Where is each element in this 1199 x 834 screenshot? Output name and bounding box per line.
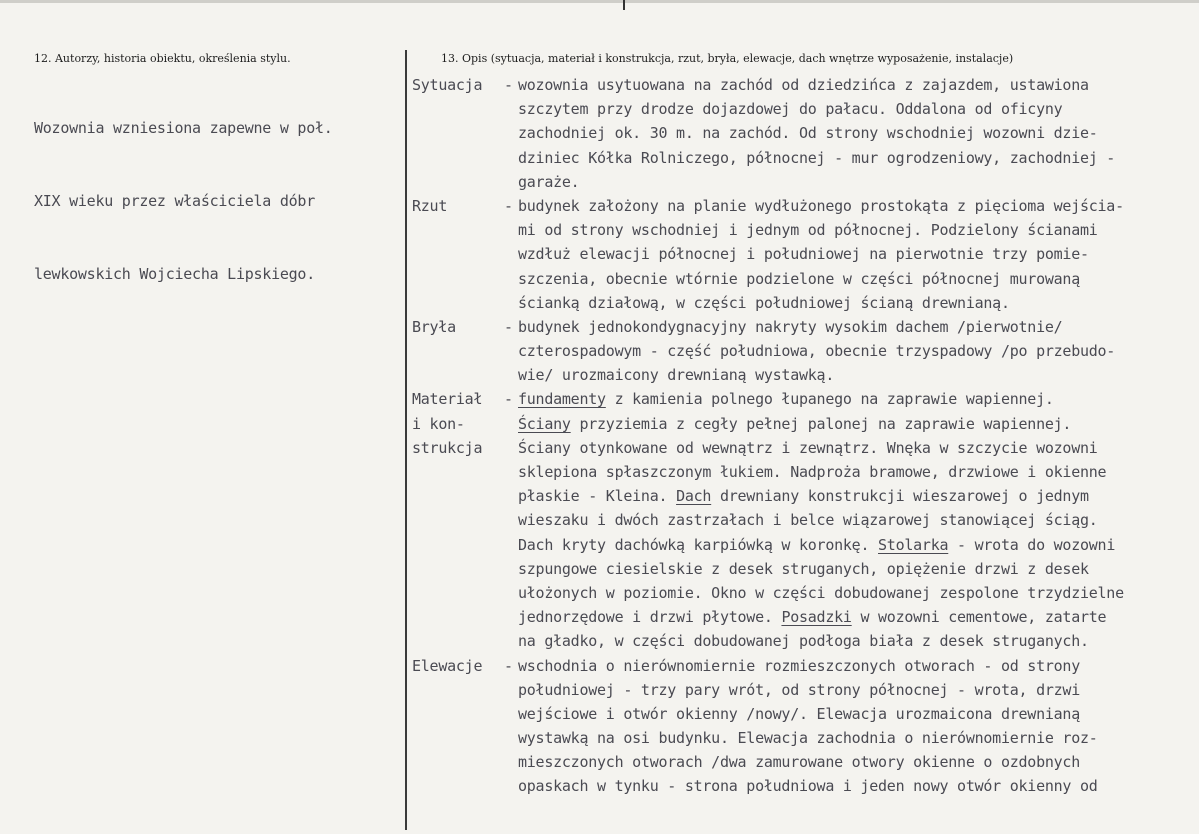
entry-label	[412, 73, 504, 194]
entry-text-line: Dach kryty dachówką karpiówką w koronkę. Stolarka - wrota do wozowni	[518, 535, 1116, 554]
entry-text	[518, 315, 1192, 388]
entry-dash: -	[504, 656, 513, 675]
entry-label-line: Materiał	[412, 390, 483, 409]
description-entry	[412, 654, 1192, 799]
entry-text-line: garaże.	[518, 172, 580, 191]
entry-text-line: czterospadowym - część południowa, obecnie trzyspadowy /po przebudo-	[518, 342, 1116, 361]
entry-text-line: wieszaku i dwóch zastrzałach i belce wiązarowej stanowiącej ściąg.	[518, 511, 1098, 530]
entry-text-line: szczytem przy drodze dojazdowej do pałacu. Oddalona od oficyny	[518, 100, 1063, 119]
entry-text-line: opaskach w tynku - strona południowa i jeden nowy otwór okienny od	[518, 777, 1098, 796]
underlined-term: fundamenty	[518, 390, 606, 409]
entry-text-line: sklepiona spłaszczonym łukiem. Nadproża bramowe, drzwiowe i okienne	[518, 463, 1107, 481]
column-divider	[405, 50, 407, 830]
entry-label-line: Rzut	[412, 196, 448, 215]
entry-text-line: budynek jednokondygnacyjny nakryty wysokim dachem /pierwotnie/	[518, 317, 1063, 336]
entry-dash: -	[504, 76, 513, 94]
entry-text-line: Ściany przyziemia z cegły pełnej palonej na zaprawie wapiennej.	[518, 414, 1072, 433]
entry-text-line: fundamenty z kamienia polnego łupanego na zaprawie wapiennej.	[518, 390, 1054, 409]
entry-dash: -	[504, 196, 513, 215]
field-13-label: 13. Opis (sytuacja, materiał i konstrukcja, rzut, bryła, elewacje, dach wnętrze wyposażenie, instalacje)	[441, 52, 1014, 65]
entry-text	[518, 73, 1192, 194]
entry-label-line: Elewacje	[412, 656, 483, 675]
description-entry	[412, 194, 1192, 315]
entry-text-line: wystawką na osi budynku. Elewacja zachodnia o nierównomiernie roz-	[518, 729, 1098, 748]
entry-text-line: na gładko, w części dobudowanej podłoga biała z desek struganych.	[518, 632, 1089, 651]
entry-label-line: Bryła	[412, 317, 456, 336]
entry-text-line: szczenia, obecnie wtórnie podzielone w części północnej murowaną	[518, 269, 1080, 288]
entry-text	[518, 654, 1192, 799]
entry-label	[412, 194, 504, 315]
entry-text-line: budynek założony na planie wydłużonego prostokąta z pięcioma wejścia-	[518, 196, 1124, 215]
entry-dash: -	[504, 317, 513, 336]
entry-label	[412, 315, 504, 388]
entry-text-line: mi od strony wschodniej i jednym od północnej. Podzielony ścianami	[518, 221, 1098, 240]
entry-text-line: wie/ urozmaicony drewnianą wystawką.	[518, 366, 835, 385]
description-entry	[412, 315, 1192, 388]
entry-text-line: dziniec Kółka Rolniczego, północnej - mur ogrodzeniowy, zachodniej -	[518, 148, 1116, 167]
entry-text-line: mieszczonych otworach /dwa zamurowane otwory okienne o ozdobnych	[518, 753, 1080, 772]
entry-label-line: strukcja	[412, 438, 483, 457]
entry-text	[518, 194, 1192, 315]
description-text	[412, 73, 1192, 799]
entry-text-line: ułożonych w poziomie. Okno w części dobudowanej zespolone trzydzielne	[518, 583, 1124, 602]
description-entry	[412, 73, 1192, 194]
entry-label-line: i kon-	[412, 414, 465, 433]
entry-text-line: jednorzędowe i drzwi płytowe. Posadzki w wozowni cementowe, zatarte	[518, 608, 1107, 627]
underlined-term: Posadzki	[781, 608, 852, 627]
entry-text-line: Ściany otynkowane od wewnątrz i zewnątrz. Wnęka w szczycie wozowni	[518, 438, 1098, 457]
entry-label	[412, 387, 504, 653]
entry-text-line: wejściowe i otwór okienny /nowy/. Elewacja urozmaicona drewnianą	[518, 704, 1080, 723]
field-12-label: 12. Autorzy, historia obiektu, określenia stylu.	[34, 52, 291, 65]
history-line: lewkowskich Wojciecha Lipskiego.	[34, 264, 315, 283]
entry-text-line: wzdłuż elewacji północnej i południowej na pierwotnie trzy pomie-	[518, 245, 1089, 264]
entry-text	[518, 387, 1192, 653]
entry-text-line: wschodnia o nierównomiernie rozmieszczonych otworach - od strony	[518, 656, 1080, 675]
entry-label	[412, 654, 504, 799]
authors-history-text	[34, 68, 333, 334]
entry-label-line: Sytuacja	[412, 76, 483, 94]
entry-text-line: ścianką działową, w części południowej ścianą drewnianą.	[518, 293, 1010, 312]
history-line: XIX wieku przez właściciela dóbr	[34, 192, 315, 210]
underlined-term: Ściany	[518, 414, 571, 433]
top-fold-mark	[623, 0, 625, 10]
underlined-term: Dach	[676, 487, 712, 506]
history-line: Wozownia wzniesiona zapewne w poł.	[34, 119, 333, 138]
entry-text-line: szpungowe ciesielskie z desek struganych, opiężenie drzwi z desek	[518, 559, 1089, 578]
underlined-term: Stolarka	[878, 535, 949, 554]
entry-text-line: południowej - trzy pary wrót, od strony północnej - wrota, drzwi	[518, 680, 1080, 699]
entry-dash: -	[504, 390, 513, 409]
entry-text-line: wozownia usytuowana na zachód od dziedzińca z zajazdem, ustawiona	[518, 76, 1089, 94]
description-entry	[412, 387, 1192, 653]
entry-text-line: płaskie - Kleina. Dach drewniany konstrukcji wieszarowej o jednym	[518, 487, 1089, 506]
entry-text-line: zachodniej ok. 30 m. na zachód. Od strony wschodniej wozowni dzie-	[518, 124, 1098, 143]
